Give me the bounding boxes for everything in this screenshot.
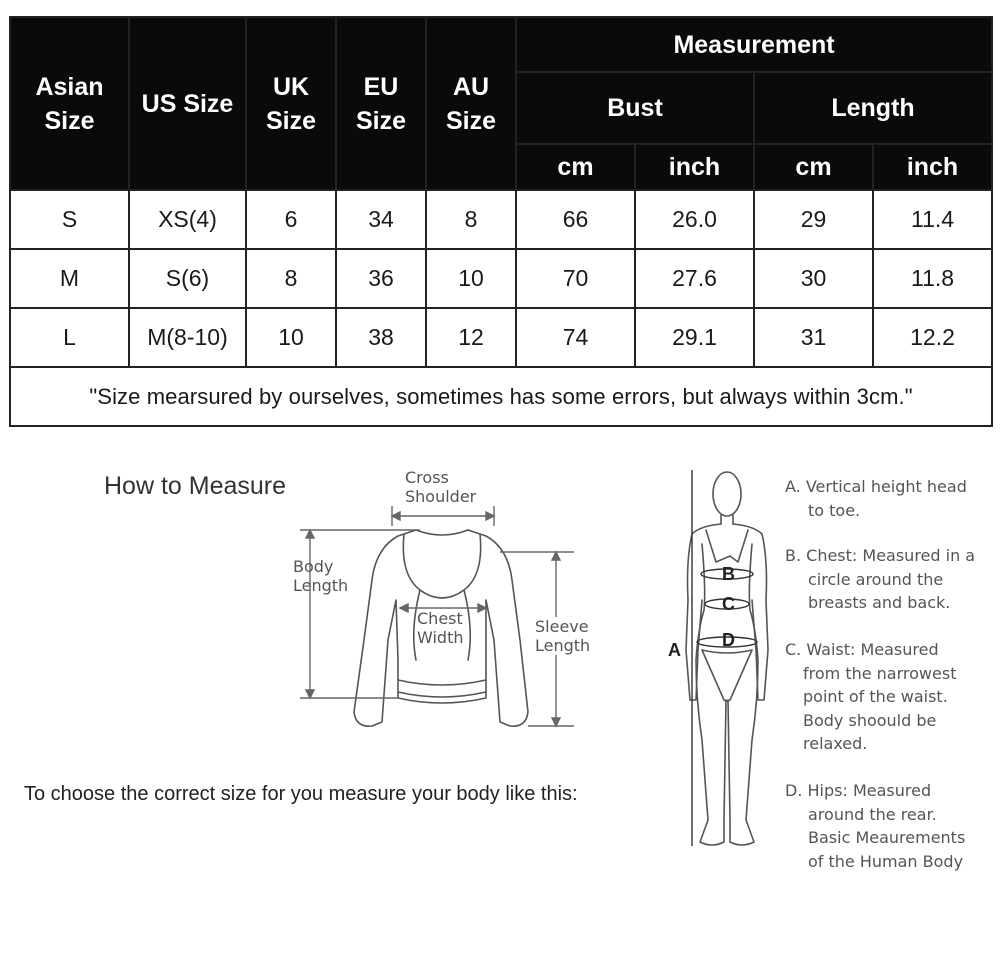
body-letter-b: B: [722, 564, 735, 584]
choose-size-instruction: To choose the correct size for you measure your body like this:: [24, 783, 578, 805]
size-note: "Size mearsured by ourselves, sometimes has some errors, but always within 3cm.": [10, 367, 992, 426]
cell-length-cm: 29: [754, 190, 873, 249]
cell-bust-inch: 29.1: [635, 308, 754, 367]
cell-bust-cm: 66: [516, 190, 635, 249]
description-a: A. Vertical height head to toe.: [785, 477, 967, 520]
cell-au-size: 8: [426, 190, 516, 249]
cell-bust-cm: 74: [516, 308, 635, 367]
cell-uk-size: 6: [246, 190, 336, 249]
cell-eu-size: 34: [336, 190, 426, 249]
cross-shoulder-label: Cross Shoulder: [405, 468, 477, 506]
description-c: C. Waist: Measured from the narrowest point of the waist. Body shoould be relaxed.: [785, 640, 957, 753]
header-length-cm: cm: [754, 144, 873, 190]
header-au-size: AU Size: [426, 17, 516, 190]
description-b: B. Chest: Measured in a circle around the breasts and back.: [785, 546, 976, 612]
cell-bust-cm: 70: [516, 249, 635, 308]
cell-bust-inch: 26.0: [635, 190, 754, 249]
cell-eu-size: 38: [336, 308, 426, 367]
how-to-measure-title: How to Measure: [104, 472, 287, 500]
sleeve-length-label: Sleeve Length: [535, 617, 591, 655]
cell-length-cm: 30: [754, 249, 873, 308]
cell-us-size: M(8-10): [129, 308, 246, 367]
cell-eu-size: 36: [336, 249, 426, 308]
header-eu-size: EU Size: [336, 17, 426, 190]
cell-us-size: XS(4): [129, 190, 246, 249]
description-d: D. Hips: Measured around the rear. Basic Meaurements of the Human Body: [785, 781, 966, 871]
table-row: [10, 308, 992, 367]
cell-length-cm: 31: [754, 308, 873, 367]
cell-asian-size: S: [10, 190, 129, 249]
header-asian-size: Asian Size: [10, 17, 129, 190]
header-bust-inch: inch: [635, 144, 754, 190]
cell-au-size: 10: [426, 249, 516, 308]
header-uk-size: UK Size: [246, 17, 336, 190]
table-row: [10, 190, 992, 249]
body-length-label: Body Length: [293, 557, 349, 595]
cell-length-inch: 11.8: [873, 249, 992, 308]
table-row: [10, 249, 992, 308]
cell-uk-size: 10: [246, 308, 336, 367]
cell-uk-size: 8: [246, 249, 336, 308]
header-bust-cm: cm: [516, 144, 635, 190]
cell-length-inch: 11.4: [873, 190, 992, 249]
size-chart-table: [9, 16, 993, 427]
header-length-inch: inch: [873, 144, 992, 190]
body-letter-d: D: [722, 630, 735, 650]
cell-us-size: S(6): [129, 249, 246, 308]
header-measurement: Measurement: [516, 17, 992, 72]
header-us-size: US Size: [129, 17, 246, 190]
cell-length-inch: 12.2: [873, 308, 992, 367]
chest-width-label: Chest Width: [417, 609, 464, 647]
body-letter-a: A: [668, 640, 681, 660]
cell-bust-inch: 27.6: [635, 249, 754, 308]
cell-asian-size: M: [10, 249, 129, 308]
header-length: Length: [754, 72, 992, 144]
cell-au-size: 12: [426, 308, 516, 367]
body-figure-illustration: [680, 466, 780, 856]
header-bust: Bust: [516, 72, 754, 144]
body-letter-c: C: [722, 594, 735, 614]
cell-asian-size: L: [10, 308, 129, 367]
